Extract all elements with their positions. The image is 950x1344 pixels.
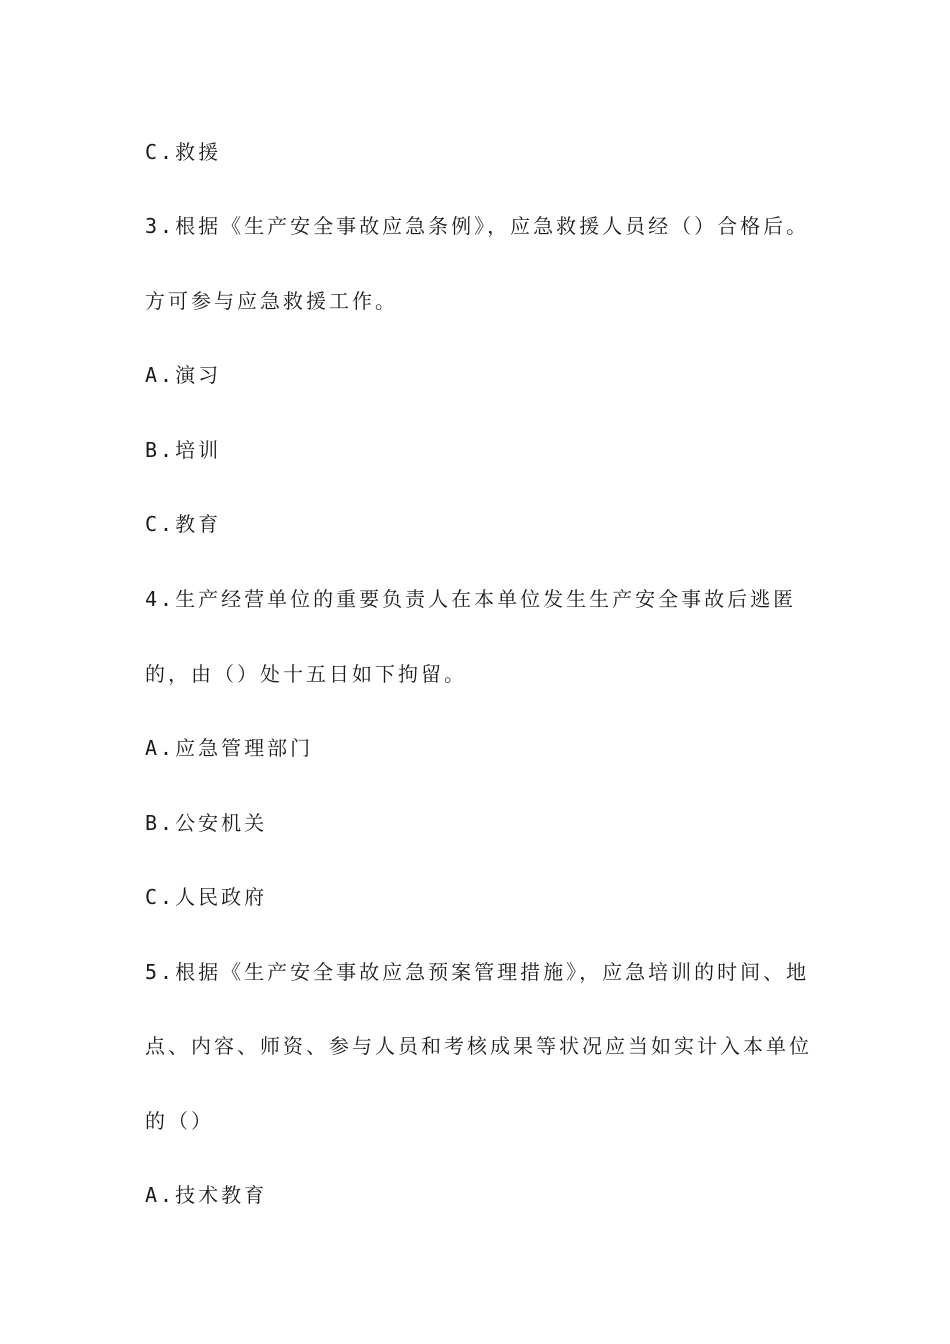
question-4-text-cont: 的，由（）处十五日如下拘留。 xyxy=(145,662,467,686)
answer-option-a: A.技术教育 xyxy=(145,1183,268,1207)
question-5-text: 5.根据《生产安全事故应急预案管理措施》，应急培训的时间、地 xyxy=(145,960,810,984)
answer-option-c: C.救援 xyxy=(145,140,222,164)
question-5-text-cont: 点、内容、师资、参与人员和考核成果等状况应当如实计入本单位 xyxy=(145,1034,812,1058)
answer-option-a: A.应急管理部门 xyxy=(145,736,314,760)
question-3-text-cont: 方可参与应急救援工作。 xyxy=(145,289,398,313)
answer-option-b: B.培训 xyxy=(145,438,222,462)
question-3-text: 3.根据《生产安全事故应急条例》，应急救援人员经（）合格后。 xyxy=(145,214,810,238)
question-4-text: 4.生产经营单位的重要负责人在本单位发生生产安全事故后逃匿 xyxy=(145,587,797,611)
answer-option-c: C.人民政府 xyxy=(145,885,268,909)
answer-option-c: C.教育 xyxy=(145,512,222,536)
question-5-text-cont: 的（） xyxy=(145,1109,214,1133)
answer-option-a: A.演习 xyxy=(145,363,222,387)
answer-option-b: B.公安机关 xyxy=(145,811,268,835)
